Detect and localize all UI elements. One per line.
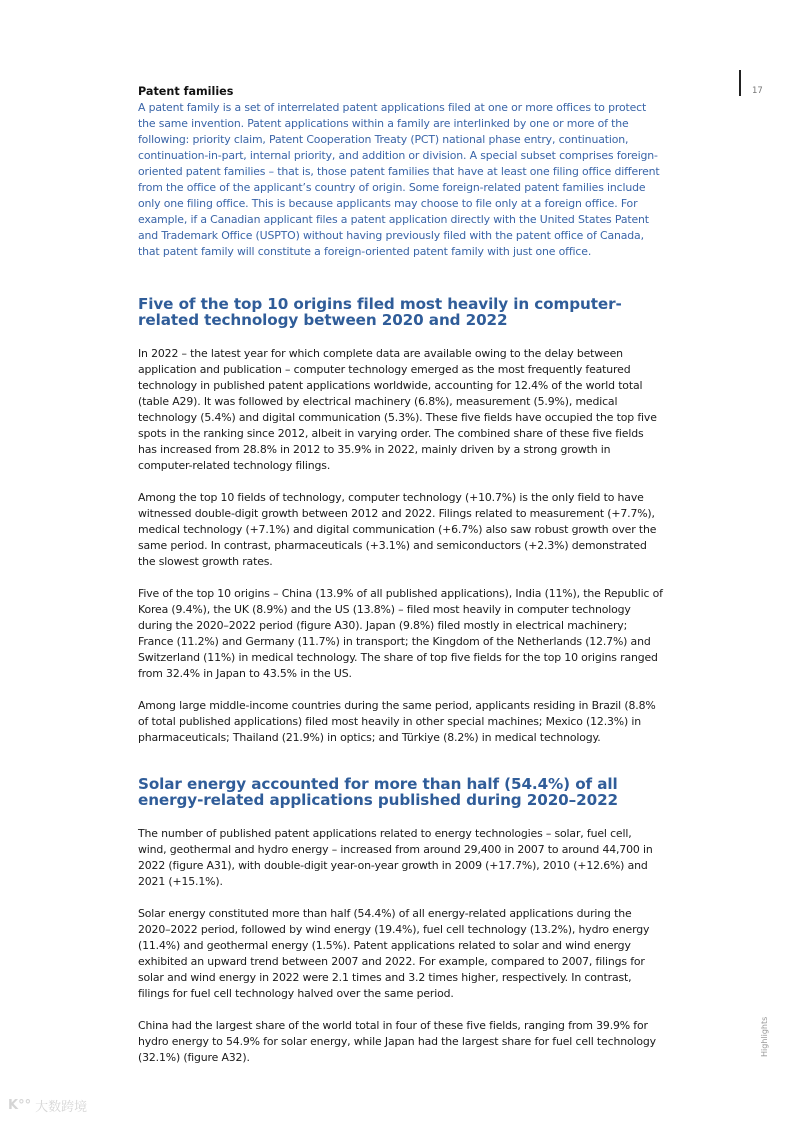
paragraph: China had the largest share of the world total in four of these five fields, ranging from 39.9% for hydro energy to 54.9% for solar energy, while Japan had the largest share for fuel cell technology (32.1%) (figure A32). [138, 1019, 656, 1064]
section-heading: Solar energy accounted for more than half (54.4%) of all energy-related applications published during 2020–2022 [138, 775, 618, 809]
section-computer-technology [138, 296, 663, 746]
box-title: Patent families [138, 85, 234, 98]
patent-families-box [138, 84, 663, 260]
paragraph: Among large middle-income countries during the same period, applicants residing in Brazil (8.8% of total published applications) filed most heavily in other special machines; Mexico (12.3%) in pharmaceuticals; Thailand (21.9%) in optics; and Türkiye (8.2%) in medical technology. [138, 699, 656, 744]
watermark-logo-icon: K°° [8, 1098, 32, 1113]
paragraph: The number of published patent applications related to energy technologies – solar, fuel cell, wind, geothermal and hydro energy – increased from around 29,400 in 2007 to around 44,700 in 2022 (figure A31), with double-digit year-on-year growth in 2009 (+17.7%), 2010 (+12.6%) and 2021 (+15.1%). [138, 827, 653, 888]
section-solar-energy [138, 776, 663, 1066]
page-number: 17 [752, 86, 763, 96]
paragraph: Among the top 10 fields of technology, computer technology (+10.7%) is the only field to have witnessed double-digit growth between 2012 and 2022. Filings related to measurement (+7.7%), medical technology (+7.1%) and digital communication (+6.7%) also saw robust growth over the same period. In contrast, pharmaceuticals (+3.1%) and semiconductors (+2.3%) demonstrated the slowest growth rates. [138, 491, 657, 568]
box-text: A patent family is a set of interrelated patent applications filed at one or more offices to protect the same invention. Patent applications within a family are interlinked by one or more of the following: priority claim, Patent Cooperation Treaty (PCT) national phase entry, continuation, continuation-in-part, internal priority, and addition or division. A special subset comprises foreign-oriented patent families – that is, those patent families that have at least one filing office different from the office of the applicant’s country of origin. Some foreign-related patent families include only one filing office. This is because applicants may choose to file only at a foreign office. For example, if a Canadian applicant files a patent application directly with the United States Patent and Trademark Office (USPTO) without having previously filed with the patent office of Canada, that patent family will constitute a foreign-oriented patent family with just one office. [138, 101, 660, 258]
watermark [8, 1096, 87, 1115]
page-content [138, 84, 663, 1082]
paragraph: In 2022 – the latest year for which complete data are available owing to the delay between application and publication – computer technology emerged as the most frequently featured technology in published patent applications worldwide, accounting for 12.4% of the world total (table A29). It was followed by electrical machinery (6.8%), measurement (5.9%), medical technology (5.4%) and digital communication (5.3%). These five fields have occupied the top five spots in the ranking since 2012, albeit in varying order. The combined share of these five fields has increased from 28.8% in 2012 to 35.9% in 2022, mainly driven by a strong growth in computer-related technology filings. [138, 347, 657, 472]
paragraph: Solar energy constituted more than half (54.4%) of all energy-related applications during the 2020–2022 period, followed by wind energy (19.4%), fuel cell technology (13.2%), hydro energy (11.4%) and geothermal energy (1.5%). Patent applications related to solar and wind energy exhibited an upward trend between 2007 and 2022. For example, compared to 2007, filings for solar and wind energy in 2022 were 2.1 times and 3.2 times higher, respectively. In contrast, filings for fuel cell technology halved over the same period. [138, 907, 650, 1000]
page-number-rule [739, 70, 741, 96]
paragraph: Five of the top 10 origins – China (13.9% of all published applications), India (11%), the Republic of Korea (9.4%), the UK (8.9%) and the US (13.8%) – filed most heavily in computer technology during the 2020–2022 period (figure A30). Japan (9.8%) filed mostly in electrical machinery; France (11.2%) and Germany (11.7%) in transport; the Kingdom of the Netherlands (12.7%) and Switzerland (11%) in medical technology. The share of top five fields for the top 10 origins ranged from 32.4% in Japan to 43.5% in the US. [138, 587, 663, 680]
watermark-text: 大数跨境 [35, 1100, 88, 1115]
section-heading: Five of the top 10 origins filed most heavily in computer-related technology between 2020 and 2022 [138, 295, 622, 329]
side-section-label: Highlights [760, 1016, 769, 1057]
